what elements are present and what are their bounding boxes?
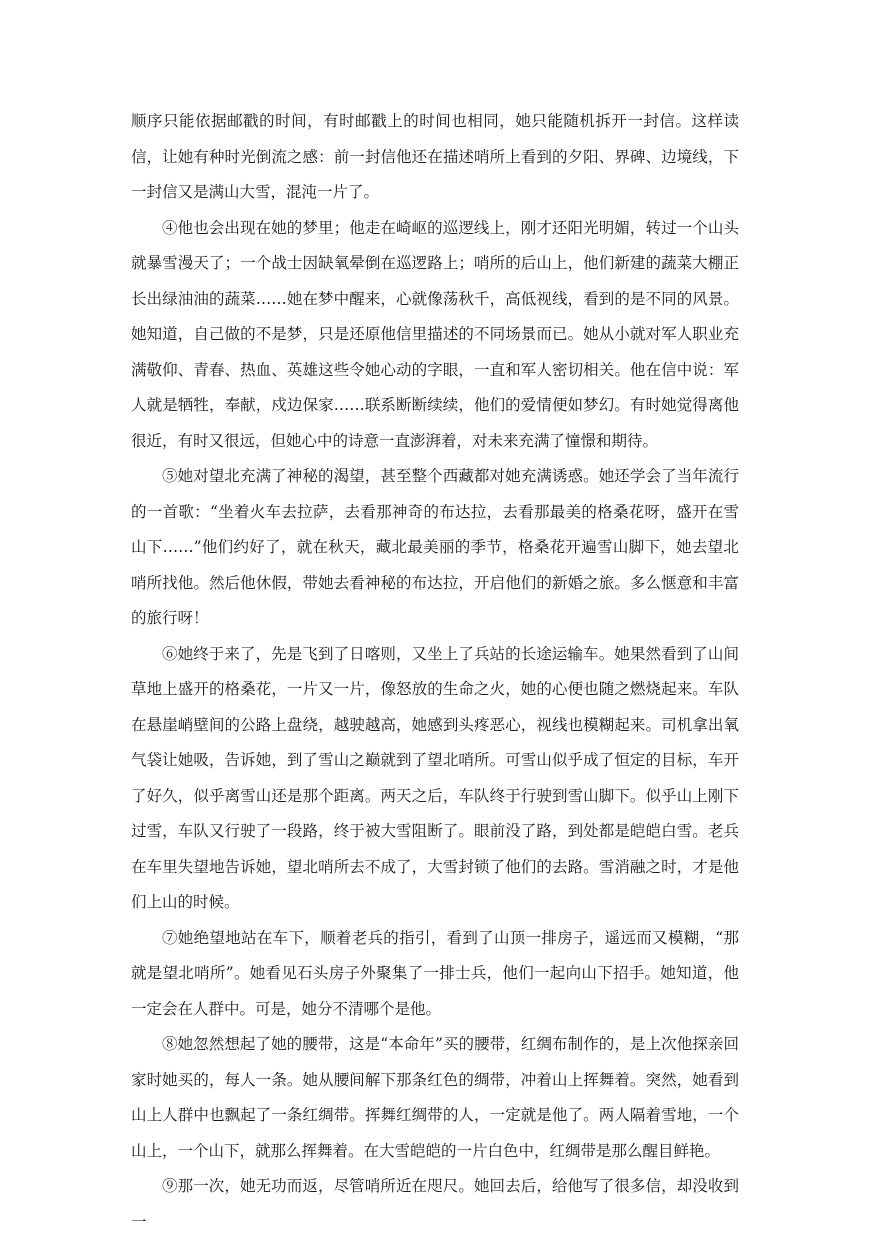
- paragraph-5: ⑤她对望北充满了神秘的渴望，甚至整个西藏都对她充满诱惑。她还学会了当年流行的一首歌：“坐着火车去拉萨，去看那神奇的布达拉，去看那最美的格桑花呀，盛开在雪山下……”他们约好了，就在秋天，藏北最美丽的季节，格桑花开遍雪山脚下，她去望北哨所找他。然后他休假，带她去看神秘的布达拉，开启他们的新婚之旅。多么惬意和丰富的旅行呀！: [131, 467, 739, 627]
- article-body: [131, 104, 739, 1240]
- paragraph-7: ⑦她绝望地站在车下，顺着老兵的指引，看到了山顶一排房子，遥远而又模糊，“那就是望北哨所”。她看见石头房子外聚集了一排士兵，他们一起向山下招手。她知道，他一定会在人群中。可是，她分不清哪个是他。: [131, 928, 739, 1018]
- paragraph-4: ④他也会出现在她的梦里；他走在崎岖的巡逻线上，刚才还阳光明媚，转过一个山头就暴雪漫天了；一个战士因缺氧晕倒在巡逻路上；哨所的后山上，他们新建的蔬菜大棚正长出绿油油的蔬菜……她在梦中醒来，心就像荡秋千，高低视线，看到的是不同的风景。她知道，自己做的不是梦，只是还原他信里描述的不同场景而已。她从小就对军人职业充满敬仰、青春、热血、英雄这些令她心动的字眼，一直和军人密切相关。他在信中说：军人就是牺牲，奉献，戍边保家……联系断断续续，他们的爱情便如梦幻。有时她觉得离他很近，有时又很远，但她心中的诗意一直澎湃着，对未来充满了憧憬和期待。: [131, 218, 739, 450]
- paragraph-8: ⑧她忽然想起了她的腰带，这是“本命年”买的腰带，红绸布制作的，是上次他探亲回家时她买的，每人一条。她从腰间解下那条红色的绸带，冲着山上挥舞着。突然，她看到山上人群中也飘起了一条红绸带。挥舞红绸带的人，一定就是他了。两人隔着雪地，一个山上，一个山下，就那么挥舞着。在大雪皑皑的一片白色中，红绸带是那么醒目鲜艳。: [131, 1035, 739, 1160]
- paragraph-9: ⑨那一次，她无功而返，尽管哨所近在咫尺。她回去后，给他写了很多信，却没收到一: [131, 1177, 739, 1231]
- paragraph-continuation: 顺序只能依据邮戳的时间，有时邮戳上的时间也相同，她只能随机拆开一封信。这样读信，让她有种时光倒流之感：前一封信他还在描述哨所上看到的夕阳、界碑、边境线，下一封信又是满山大雪，混沌一片了。: [131, 112, 739, 201]
- paragraph-6: ⑥她终于来了，先是飞到了日喀则，又坐上了兵站的长途运输车。她果然看到了山间草地上盛开的格桑花，一片又一片，像怒放的生命之火，她的心便也随之燃烧起来。车队在悬崖峭壁间的公路上盘绕，越驶越高，她感到头疼恶心，视线也模糊起来。司机拿出氧气袋让她吸，告诉她，到了雪山之巅就到了望北哨所。可雪山似乎成了恒定的目标，车开了好久，似乎离雪山还是那个距离。两天之后，车队终于行驶到雪山脚下。似乎山上刚下过雪，车队又行驶了一段路，终于被大雪阻断了。眼前没了路，到处都是皑皑白雪。老兵在车里失望地告诉她，望北哨所去不成了，大雪封锁了他们的去路。雪消融之时，才是他们上山的时候。: [131, 644, 739, 911]
